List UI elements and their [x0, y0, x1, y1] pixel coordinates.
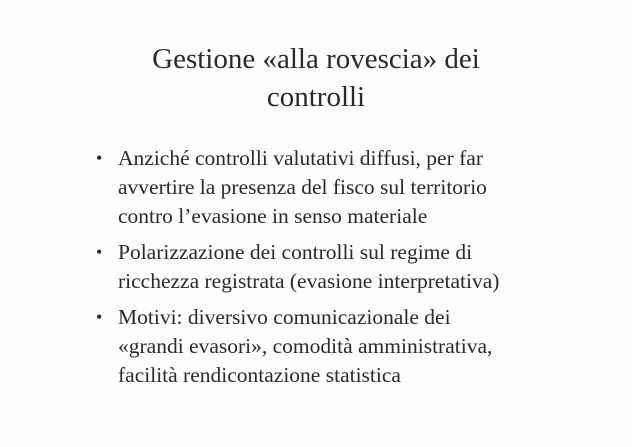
bullet-line: Polarizzazione dei controlli sul regime di: [118, 240, 473, 264]
title-line: controlli: [266, 81, 366, 113]
bullet-dot-icon: •: [96, 242, 103, 262]
bullet-dot-icon: •: [96, 307, 103, 327]
bullet-line: ricchezza registrata (evasione interpretativa): [118, 269, 500, 293]
bullet-item: [94, 238, 614, 296]
title-line: Gestione «alla rovescia» dei: [152, 43, 480, 75]
bullet-line: facilità rendicontazione statistica: [118, 363, 401, 387]
bullet-line: contro l’evasione in senso materiale: [118, 204, 428, 228]
bullet-line: «grandi evasori», comodità amministrativa,: [118, 334, 493, 358]
bullet-list: [94, 144, 614, 397]
bullet-line: Anziché controlli valutativi diffusi, per far: [118, 146, 483, 170]
bullet-item: [94, 144, 614, 231]
bullet-item: [94, 303, 614, 390]
bullet-line: avvertire la presenza del fisco sul territorio: [118, 175, 487, 199]
bullet-dot-icon: •: [96, 148, 103, 168]
bullet-line: Motivi: diversivo comunicazionale dei: [118, 305, 451, 329]
slide-title: [0, 40, 632, 116]
